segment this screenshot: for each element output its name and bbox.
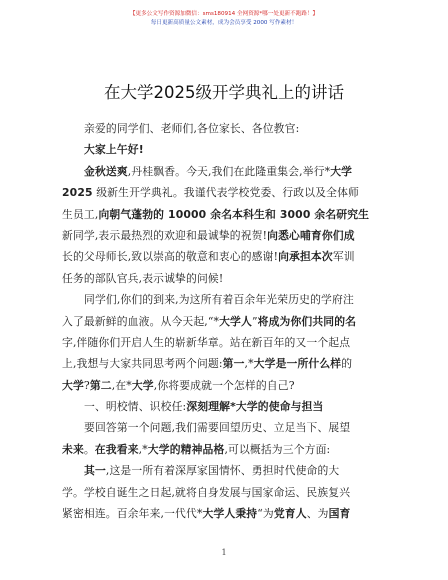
text-line xyxy=(62,503,392,524)
text-run: ,伴随你们开启人生的崭新华章。站在新百年的又一个起点 xyxy=(72,335,351,349)
bold-run: 大学是一所什么样 xyxy=(253,357,342,371)
text-run: ,丹桂飘香。今天,我们在此隆重集会,举行* xyxy=(127,164,331,178)
text-line xyxy=(62,118,392,139)
bold-run: 第一 xyxy=(222,357,245,371)
text-line xyxy=(62,439,392,460)
promo-line-1: 【更多公文写作资源加微信：sms180914 全网资源*哪一处更新不跑路！】 xyxy=(129,11,319,17)
text-run: ,致以崇高的敬意和衷心的感谢! xyxy=(127,250,279,264)
text-line xyxy=(62,353,392,374)
bold-run: 大学 xyxy=(131,378,154,392)
text-run: 紧密相连。百余年来,一代代* xyxy=(62,507,203,521)
text-run: ,* xyxy=(138,442,148,456)
text-line xyxy=(62,311,392,332)
text-line xyxy=(62,417,392,438)
text-run: 上,我想与大家共同思考两个问题: xyxy=(62,357,223,371)
text-run: 亲爱的同学们、老师们,各位家长、各位教官: xyxy=(84,122,300,135)
text-run: 学。学校自诞生之日起,就将自身发展与国家命运、民族复兴 xyxy=(62,485,351,499)
bold-run: 深刻理解*大学的使命与担当 xyxy=(186,400,324,414)
text-run: 、为 xyxy=(306,507,329,521)
text-line xyxy=(62,246,392,267)
text-run: 一、明校情、识校任: xyxy=(84,400,187,414)
bold-run: 未来 xyxy=(62,442,84,456)
bold-run: 大家上午好! xyxy=(84,143,144,157)
page-number: 1 xyxy=(221,548,227,557)
bold-run: 党育人 xyxy=(273,507,307,521)
text-run: ,这是一所有着深厚家国情怀、勇担时代使命的大 xyxy=(105,464,340,478)
bold-run: 大学人 xyxy=(219,314,252,328)
text-run: ,可以概括为三个方面: xyxy=(224,442,331,456)
bold-run: 大学的精神品格 xyxy=(147,442,225,456)
text-line xyxy=(62,225,392,246)
bold-run: 大学 xyxy=(62,378,84,392)
promo-banner xyxy=(0,10,448,28)
text-run: 。 xyxy=(83,442,95,456)
text-line xyxy=(62,375,392,396)
text-run: 的 xyxy=(341,357,353,371)
text-run: 新同学 xyxy=(62,228,95,242)
promo-line-2: 每日更新高质量公文素材，成为会员享受 2000 写作素材！ xyxy=(150,20,298,26)
bold-run: 国育 xyxy=(328,507,351,521)
document-body xyxy=(62,118,392,524)
text-line xyxy=(62,268,392,289)
text-run: 同学们,你们的到来,为这所有着百余年光荣历史的学府注 xyxy=(84,293,354,307)
bold-run: 向朝气蓬勃的 10000 余名本科生和 3000 余名研究生 xyxy=(98,207,370,221)
bold-run: 金秋送爽 xyxy=(84,164,128,178)
bold-run: 向悉心哺育你们成 xyxy=(267,228,355,242)
text-run: 生员工, xyxy=(62,207,99,221)
text-run: ” xyxy=(251,314,258,328)
bold-run: 大学 xyxy=(330,164,353,178)
text-line xyxy=(62,139,392,160)
text-run: ,* xyxy=(244,357,254,371)
text-run: 级新生开学典礼。我谨代表学校党委、行政以及全体师 xyxy=(92,186,359,200)
bold-run: 其一 xyxy=(84,464,106,478)
bold-run: 第二 xyxy=(89,378,112,392)
text-line xyxy=(62,332,392,353)
bold-run: 大学人秉持 xyxy=(202,507,258,521)
text-run: ,表示最热烈的欢迎和最诚挚的祝贺! xyxy=(94,228,268,242)
bold-run: 将成为你们共同的名 xyxy=(257,314,357,328)
text-line xyxy=(62,161,392,182)
text-line xyxy=(62,289,392,310)
text-run: 任务的部队官兵,表示诚挚的问候! xyxy=(62,271,224,285)
text-run: 军训 xyxy=(332,250,355,264)
text-run: ,你将要成就一个怎样的自己? xyxy=(153,378,295,392)
text-line xyxy=(62,482,392,503)
text-run: 入了最新鲜的血液。从今天起,“* xyxy=(62,314,220,328)
text-line xyxy=(62,396,392,417)
text-run: 要回答第一个问题,我们需要回望历史、立足当下、展望 xyxy=(84,421,351,435)
document-title: 在大学2025级开学典礼上的讲话 xyxy=(104,83,344,102)
text-line xyxy=(62,204,392,225)
text-line xyxy=(62,182,392,203)
text-run: 长的父母师长 xyxy=(62,250,128,264)
text-run: ,在* xyxy=(111,378,132,392)
bold-run: 在我看来 xyxy=(94,442,139,456)
text-run: “为 xyxy=(257,507,274,521)
text-run: ? xyxy=(83,378,90,392)
bold-run: 2025 xyxy=(62,186,93,200)
text-line xyxy=(62,460,392,481)
text-run: 字 xyxy=(62,335,73,349)
bold-run: 向承担本次 xyxy=(278,250,333,264)
